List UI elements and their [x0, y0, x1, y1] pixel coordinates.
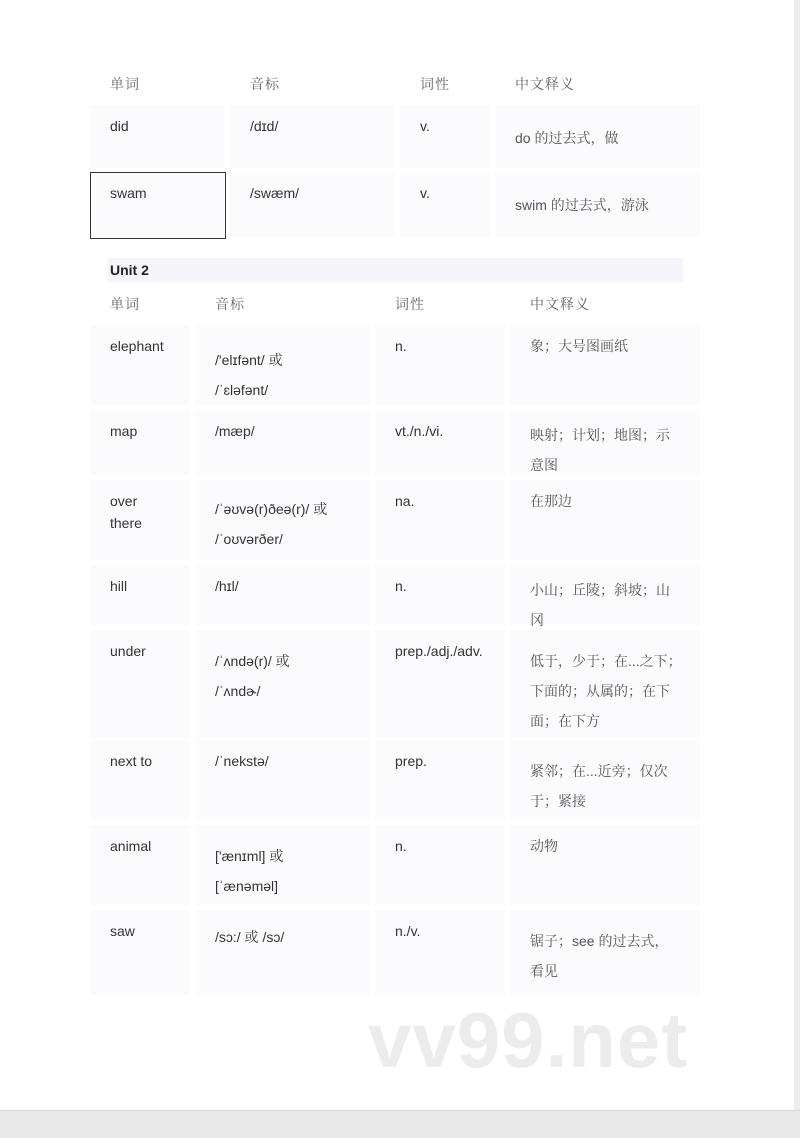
cell-text: /ˈoʊvərðer/: [215, 531, 283, 547]
selected-cell-outline[interactable]: [90, 172, 226, 239]
cell-text: 低于，少于；在...之下；: [530, 653, 682, 669]
meaning-cell: [510, 630, 700, 738]
phonetic-cell: [195, 480, 370, 560]
column-header: 中文释义: [530, 296, 590, 312]
cell-text: [ˈænəməl]: [215, 878, 279, 894]
cell-text: ['ænɪml] 或: [215, 848, 284, 864]
cell-text: 锯子；see 的过去式，: [530, 933, 669, 949]
pos-cell: [400, 172, 490, 237]
column-header: 音标: [215, 296, 245, 312]
cell-text: vt./n./vi.: [395, 423, 444, 439]
column-header: 音标: [250, 76, 280, 92]
cell-text: n./v.: [395, 923, 421, 939]
meaning-cell: [510, 325, 700, 405]
meaning-cell: [510, 740, 700, 820]
cell-text: /dɪd/: [250, 118, 279, 134]
cell-text: /'elɪfənt/ 或: [215, 352, 283, 368]
cell-text: 看见: [530, 963, 558, 979]
cell-text: animal: [110, 838, 152, 854]
word-cell: [90, 480, 190, 560]
cell-text: hill: [110, 578, 128, 594]
cell-text: /sɔ:/ 或 /sɔ/: [215, 929, 285, 945]
cell-text: n.: [395, 578, 407, 594]
phonetic-cell: [195, 565, 370, 625]
phonetic-cell: [195, 740, 370, 820]
cell-text: 下面的；从属的；在下: [530, 683, 670, 699]
pos-cell: [375, 410, 505, 475]
cell-text: under: [110, 643, 146, 659]
pos-cell: [375, 910, 505, 995]
word-cell: [90, 740, 190, 820]
column-header: 词性: [395, 296, 425, 312]
cell-text: next to: [110, 753, 153, 769]
cell-text: prep./adj./adv.: [395, 643, 483, 659]
phonetic-cell: [195, 325, 370, 405]
column-header: 中文释义: [515, 76, 575, 92]
cell-text: /ˈəʊvə(r)ðeə(r)/ 或: [215, 501, 328, 517]
word-cell: [90, 825, 190, 905]
cell-text: 象；大号图画纸: [530, 338, 628, 354]
unit-2-heading: Unit 2: [108, 258, 683, 282]
cell-text: n.: [395, 338, 407, 354]
cell-text: 紧邻；在...近旁；仅次: [530, 763, 668, 779]
watermark: vv99.net: [368, 996, 689, 1084]
cell-text: 于；紧接: [530, 793, 586, 809]
meaning-cell: [510, 410, 700, 475]
pos-cell: [375, 825, 505, 905]
cell-text: 在那边: [530, 493, 572, 509]
column-header: 单词: [110, 296, 140, 312]
cell-text: saw: [110, 923, 135, 939]
phonetic-cell: [195, 825, 370, 905]
cell-text: prep.: [395, 753, 427, 769]
page-edge-right: [794, 0, 800, 1137]
cell-text: /ˈɛləfənt/: [215, 382, 269, 398]
phonetic-cell: [230, 105, 395, 168]
phonetic-cell: [195, 630, 370, 738]
pos-cell: [375, 740, 505, 820]
meaning-cell: [510, 825, 700, 905]
cell-text: swim 的过去式，游泳: [515, 197, 649, 213]
cell-text: did: [110, 118, 129, 134]
meaning-cell: [510, 480, 700, 560]
cell-text: elephant: [110, 338, 164, 354]
cell-text: /ˈnekstə/: [215, 753, 269, 769]
cell-text: na.: [395, 493, 415, 509]
cell-text: 冈: [530, 612, 544, 628]
cell-text: /swæm/: [250, 185, 299, 201]
pos-cell: [375, 325, 505, 405]
cell-text: 映射；计划；地图；示: [530, 427, 670, 443]
phonetic-cell: [195, 410, 370, 475]
word-cell: [90, 325, 190, 405]
cell-text: v.: [420, 118, 430, 134]
page-edge-bottom: [0, 1110, 800, 1138]
cell-text: /hɪl/: [215, 578, 239, 594]
cell-text: 意图: [530, 457, 558, 473]
meaning-cell: [510, 910, 700, 995]
word-cell: [90, 910, 190, 995]
word-cell: [90, 565, 190, 625]
word-cell: [90, 105, 225, 168]
cell-text: 小山；丘陵；斜坡；山: [530, 582, 670, 598]
cell-text: v.: [420, 185, 430, 201]
pos-cell: [400, 105, 490, 168]
cell-text: n.: [395, 838, 407, 854]
cell-text: 面；在下方: [530, 713, 600, 729]
meaning-cell: [495, 172, 700, 237]
word-cell: [90, 630, 190, 738]
pos-cell: [375, 480, 505, 560]
cell-text: over: [110, 493, 138, 509]
cell-text: /ˈʌndɚ/: [215, 683, 261, 699]
cell-text: do 的过去式，做: [515, 130, 619, 146]
phonetic-cell: [195, 910, 370, 995]
phonetic-cell: [230, 172, 395, 237]
meaning-cell: [510, 565, 700, 628]
cell-text: there: [110, 515, 142, 531]
cell-text: /ˈʌndə(r)/ 或: [215, 653, 290, 669]
pos-cell: [375, 630, 505, 738]
cell-text: 动物: [530, 838, 558, 854]
column-header: 单词: [110, 76, 140, 92]
pos-cell: [375, 565, 505, 625]
cell-text: map: [110, 423, 138, 439]
cell-text: swam: [110, 185, 147, 201]
word-cell: [90, 410, 190, 475]
cell-text: /mæp/: [215, 423, 255, 439]
meaning-cell: [495, 105, 700, 168]
column-header: 词性: [420, 76, 450, 92]
